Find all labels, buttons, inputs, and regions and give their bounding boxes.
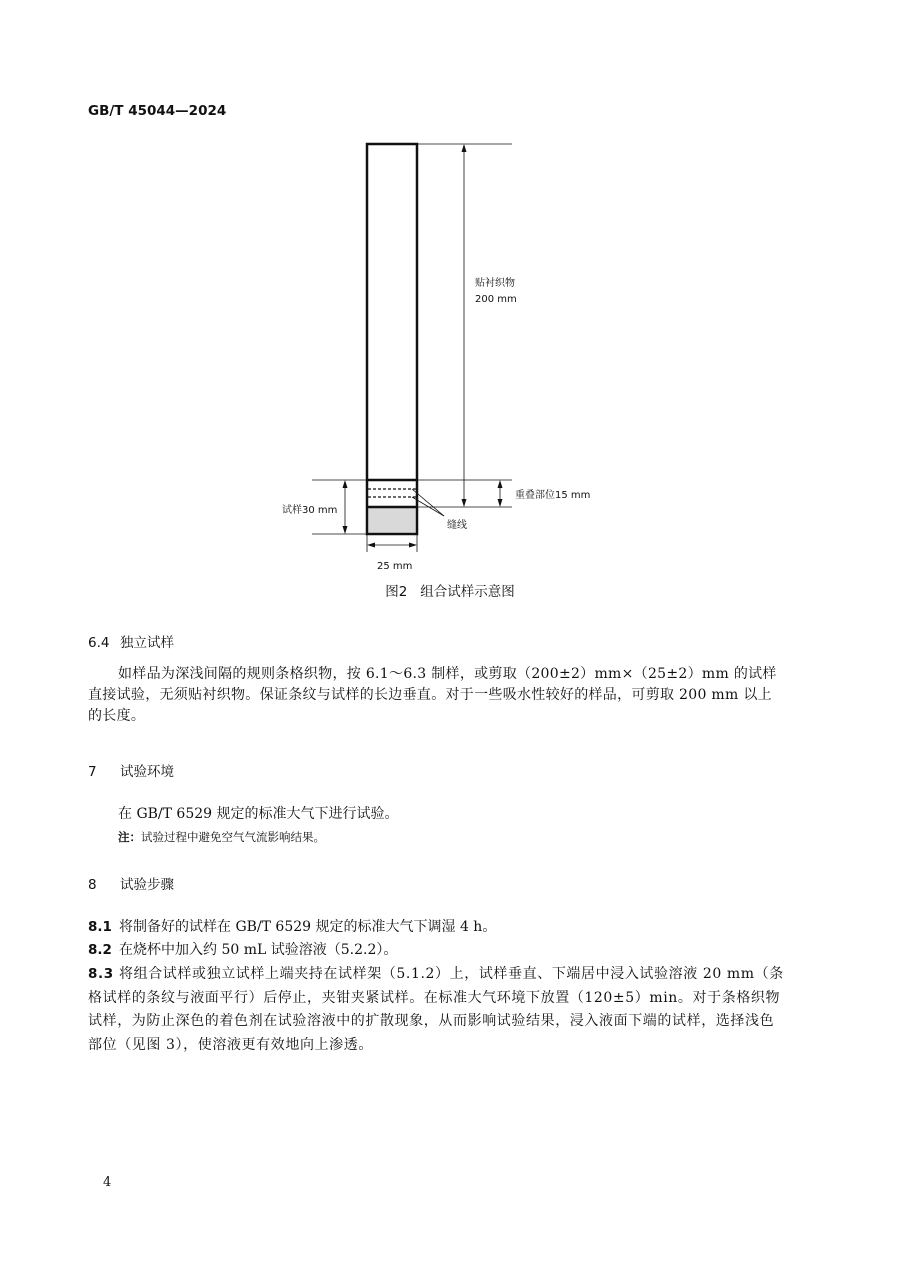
step-number: 8.2 [88,942,112,958]
step-text: 将组合试样或独立试样上端夹持在试样架（5.1.2）上，试样垂直、下端居中浸入试验溶液 20 mm（条格试样的条纹与液面平行）后停止，夹钳夹紧试样。在标准大气环境下放置（120±5）min。对于条格织物试样，为防止深色的着色剂在试验溶液中的扩散现象，从而影响试验结果，浸入液面下端的试样，选择浅色部位（见图 3），使溶液更有效地向上渗透。 [88,966,784,1053]
section-title: 试验环境 [120,764,174,780]
step-8-2 [88,940,397,961]
note-text: 试验过程中避免空气气流影响结果。 [141,830,325,844]
section-title: 试验步骤 [120,877,174,893]
lining-length-label: 200 mm [475,294,517,305]
section-7-body: 在 GB/T 6529 规定的标准大气下进行试验。 [118,806,399,822]
section-7-heading [88,760,174,780]
section-number: 8 [88,877,97,893]
standard-header: GB/T 45044—2024 [88,103,227,119]
section-number: 7 [88,764,97,780]
sample-length-label: 试样30 mm [282,505,338,516]
lining-fabric-label: 贴衬织物 [475,278,515,289]
overlap-label: 重叠部位15 mm [515,490,591,501]
page-number: 4 [103,1175,112,1190]
step-8-1 [88,917,496,938]
composite-sample-diagram [0,0,900,580]
section-number: 6.4 [88,635,110,651]
figure-caption: 图2 组合试样示意图 [385,584,515,600]
section-7-note [118,829,325,845]
lining-fabric-strip [367,144,417,534]
seam-label: 缝线 [447,520,467,531]
note-label: 注： [118,830,141,844]
step-number: 8.1 [88,919,112,935]
sample-shaded-region [369,508,416,533]
step-8-3 [88,963,786,1057]
step-text: 将制备好的试样在 GB/T 6529 规定的标准大气下调湿 4 h。 [119,919,497,935]
step-text: 在烧杯中加入约 50 mL 试验溶液（5.2.2）。 [119,942,398,958]
width-label: 25 mm [377,561,413,572]
section-title: 独立试样 [120,635,174,651]
section-8-heading [88,873,174,893]
section-6-4-heading [88,631,174,651]
step-number: 8.3 [88,966,114,982]
section-6-4-body: 如样品为深浅间隔的规则条格织物，按 6.1～6.3 制样，或剪取（200±2）mm×（25±2）mm 的试样直接试验，无须贴衬织物。保证条纹与试样的长边垂直。对于一些吸水性较好的样品，可剪取 200 mm 以上的长度。 [88,666,777,724]
